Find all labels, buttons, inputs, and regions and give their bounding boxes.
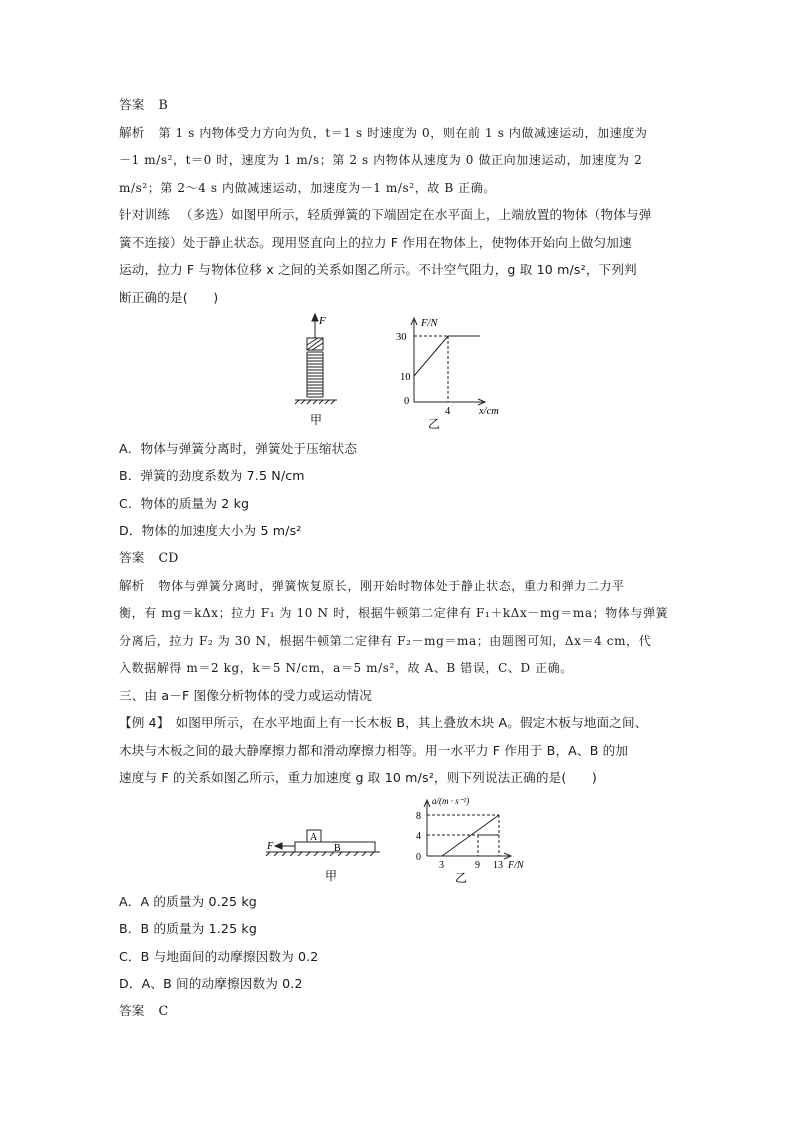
option-a: A．A 的质量为 0.25 kg: [119, 894, 257, 909]
explanation-text: 第 1 s 内物体受力方向为负，t＝1 s 时速度为 0，则在前 1 s 内做减速运动，加速度为: [158, 126, 648, 140]
figure-caption: 乙: [455, 871, 468, 885]
x-axis-label: F/N: [508, 860, 524, 871]
y-tick-label: 0: [404, 396, 410, 407]
y-axis-label: F/N: [421, 318, 438, 329]
drill-text: 断正确的是( ): [119, 290, 219, 305]
answer-label: 答案: [119, 97, 145, 112]
option-b: B．弹簧的劲度系数为 7.5 N/cm: [119, 468, 305, 483]
explanation-text: m/s²；第 2～4 s 内做减速运动，加速度为－1 m/s²，故 B 正确。: [119, 181, 496, 195]
option-d: D．物体的加速度大小为 5 m/s²: [119, 523, 302, 538]
explanation-label: 解析: [119, 578, 145, 593]
y-axis-label: a/(m · s⁻²): [432, 796, 470, 806]
acceleration-force-chart: [402, 790, 542, 890]
spring: [307, 352, 323, 397]
explanation-line: [119, 125, 647, 141]
drill-text: （多选）如图甲所示，轻质弹簧的下端固定在水平面上，上端放置的物体（物体与弹: [179, 207, 652, 222]
option-c: C．物体的质量为 2 kg: [119, 496, 250, 511]
option-c: C．B 与地面间的动摩擦因数为 0.2: [119, 949, 319, 964]
blocks-figure: [262, 822, 382, 886]
x-tick-label: 3: [439, 860, 444, 871]
answer-label: 答案: [119, 550, 145, 565]
answer-line-1: [119, 97, 168, 113]
block-a-label: A: [310, 832, 318, 843]
force-label: F: [267, 841, 274, 852]
x-tick-label: 9: [475, 860, 480, 871]
answer-line-3: [119, 1003, 168, 1019]
explanation-text: 物体与弹簧分离时，弹簧恢复原长，刚开始时物体处于静止状态，重力和弹力二力平: [158, 579, 625, 593]
explanation-text: 分离后，拉力 F₂ 为 30 N，根据牛顿第二定律有 F₂－mg＝ma；由题图可知，Δx＝4 cm，代: [119, 634, 652, 648]
y-tick-label: 30: [396, 332, 407, 343]
figure-caption: 甲: [325, 869, 338, 883]
figure-caption: 甲: [310, 413, 323, 427]
force-displacement-chart: [392, 310, 512, 435]
example-text: 如图甲所示，在水平地面上有一长木板 B，其上叠放木块 A。假定木板与地面之间、: [175, 715, 648, 730]
answer-label: 答案: [119, 1003, 145, 1018]
explanation-line: [119, 578, 625, 594]
option-b: B．B 的质量为 1.25 kg: [119, 921, 257, 936]
data-line-rising: [414, 336, 448, 376]
drill-label: 针对训练: [119, 207, 170, 222]
x-axis-label: x/cm: [479, 406, 499, 417]
y-tick-label: 10: [400, 372, 411, 383]
answer-line-2: [119, 550, 179, 566]
example-line: [119, 715, 647, 731]
example-label: 【例 4】: [119, 715, 170, 730]
drill-text: 运动，拉力 F 与物体位移 x 之间的关系如图乙所示。不计空气阻力，g 取 10 m/s²，下列判: [119, 262, 637, 277]
option-a: A．物体与弹簧分离时，弹簧处于压缩状态: [119, 441, 358, 456]
spring-figure: [285, 310, 355, 435]
option-d: D．A、B 间的动摩擦因数为 0.2: [119, 976, 303, 991]
drill-text: 簧不连接）处于静止状态。现用竖直向上的拉力 F 作用在物体上，使物体开始向上做匀加速: [119, 235, 632, 250]
section-title: 三、由 a－F 图像分析物体的受力或运动情况: [119, 688, 372, 703]
board-b-label: B: [334, 843, 341, 854]
explanation-label: 解析: [119, 125, 145, 140]
example-text: 木块与木板之间的最大静摩擦力都和滑动摩擦力相等。用一水平力 F 作用于 B，A、B 的加: [119, 743, 629, 758]
y-tick-label: 0: [416, 852, 421, 863]
force-arrowhead: [312, 314, 318, 321]
x-tick-label: 4: [445, 406, 451, 417]
answer-value: CD: [158, 550, 179, 565]
explanation-text: 衡，有 mg＝kΔx；拉力 F₁ 为 10 N 时，根据牛顿第二定律有 F₁＋kΔx－mg＝ma；物体与弹簧: [119, 606, 669, 620]
answer-value: B: [158, 97, 168, 112]
force-label: F: [319, 315, 326, 327]
explanation-text: 入数据解得 m＝2 kg，k＝5 N/cm，a＝5 m/s²，故 A、B 错误，C、D 正确。: [119, 661, 573, 675]
explanation-text: －1 m/s²，t＝0 时，速度为 1 m/s；第 2 s 内物体从速度为 0 做正向加速运动，加速度为 2: [119, 153, 643, 167]
x-tick-label: 13: [493, 860, 503, 871]
y-tick-label: 4: [416, 831, 421, 842]
figure-caption: 乙: [428, 417, 441, 431]
example-text: 速度与 F 的关系如图乙所示，重力加速度 g 取 10 m/s²，则下列说法正确的是( ): [119, 770, 597, 785]
drill-line: [119, 207, 652, 223]
answer-value: C: [158, 1003, 169, 1018]
y-tick-label: 8: [416, 811, 421, 822]
